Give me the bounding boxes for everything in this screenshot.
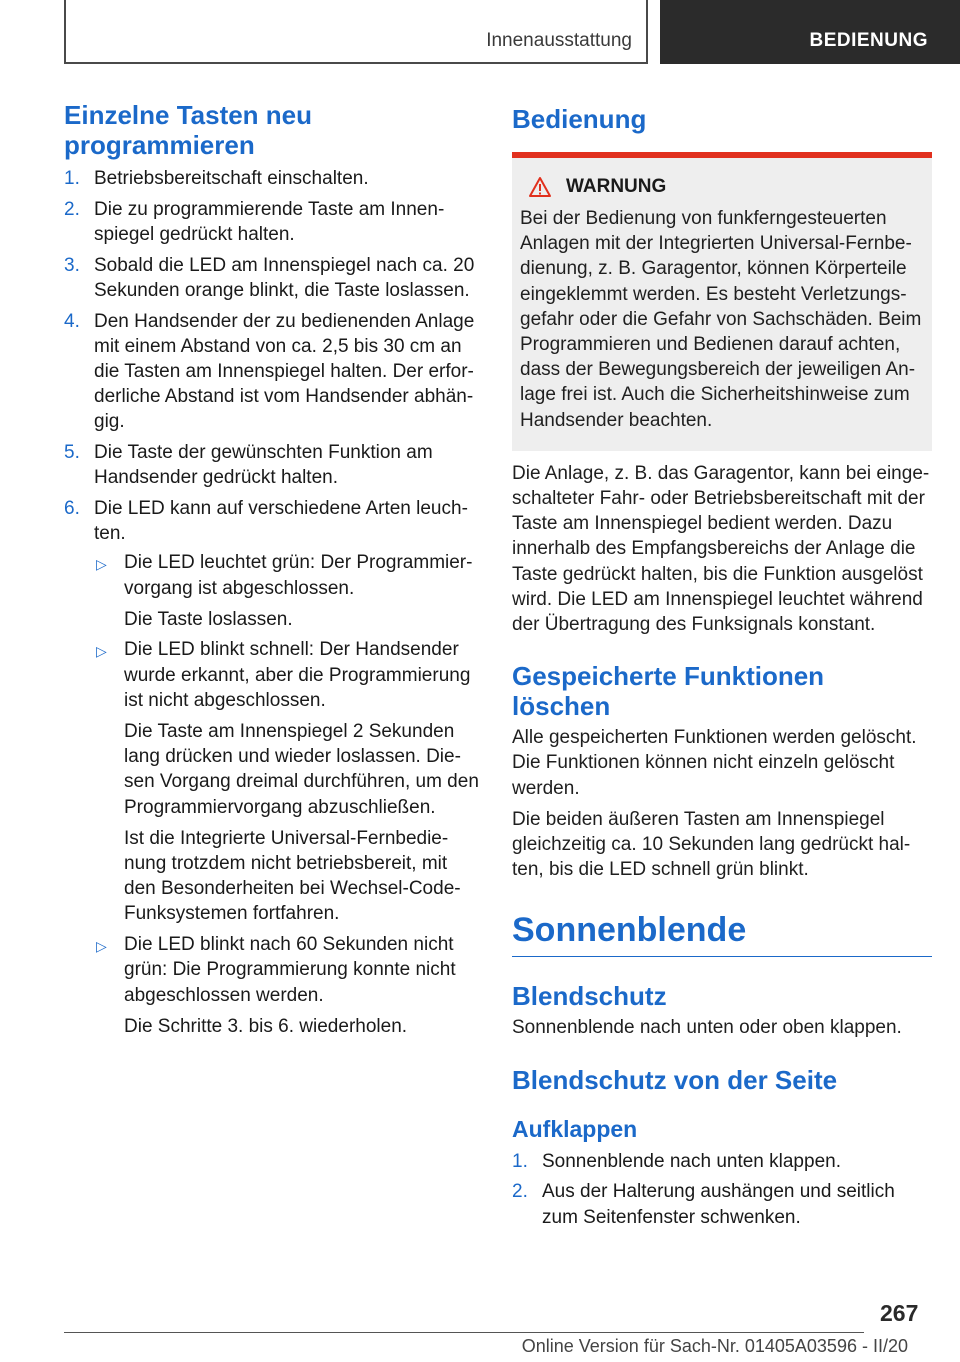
list-item: 4. Den Handsender der zu bedienenden Anlage mit einem Abstand von ca. 2,5 bis 30 cm an die Tasten am Innenspiegel halten. Der erforderliche Abstand ist vom Handsender abhängig.	[64, 310, 475, 433]
triangle-bullet-icon: ▷	[96, 643, 107, 660]
warning-label: WARNUNG	[566, 176, 667, 197]
header-chapter-title: BEDIENUNG	[809, 30, 928, 51]
section-title-side: Blendschutz von der Seite	[512, 1064, 838, 1095]
right-column	[512, 100, 932, 1235]
chapter-title: Sonnenblende	[512, 911, 747, 950]
list-item: 3. Sobald die LED am Innenspiegel nach ca. 20 Sekunden orange blinkt, die Taste loslassen.	[64, 254, 475, 301]
warning-text: Bei der Bedienung von funkferngesteuerten Anlagen mit der Integrierten Universal-Fernbedienung, z. B. Garagentor, können Körperteile eingeklemmt werden. Es besteht Verletzungsgefahr oder die Gefahr von Sachschäden. Beim Programmieren und Bedienen darauf achten, dass der Bewegungsbereich der jeweiligen Anlage frei ist. Auch die Sicherheitshinweise zum Handsender beachten.	[520, 208, 922, 431]
left-column	[64, 100, 484, 1045]
page-number: 267	[880, 1300, 919, 1326]
list-item: 6. Die LED kann auf verschiedene Arten leuchten. ▷ Die LED leuchtet grün: Der Programmiervorgang ist abgeschlossen. Die Taste loslassen. ▷ Die LED blinkt schnell: Der Handsender wurde erkannt, aber die Programmierung ist nicht abgeschlossen. Die Taste am Innenspiegel 2 Sekunden lang drücken und wieder loslassen. Diesen Vorgang dreimal durchführen, um den Programmiervorgang abzuschließen. Ist die Integrierte Universal-Fernbedienung trotzdem nicht betriebsbereit, mit den Besonderheiten bei Wechsel-Code-Funksystemen fortfahren. ▷ Die LED blinkt nach 60 Sekunden nicht grün: Die Programmierung konnte nicht abgeschlossen werden. Die Schritte 3. bis 6. wiederholen.	[64, 496, 484, 1039]
section-title-delete: Gespeicherte Funktionen löschen	[512, 661, 825, 722]
list-item: 2. Aus der Halterung aushängen und seitlich zum Seitenfenster schwenken.	[512, 1181, 895, 1228]
header-section-box	[64, 0, 648, 64]
bedienung-text: Die Anlage, z. B. das Garagentor, kann bei eingeschalteter Fahr- oder Betriebsbereitschaft mit der Taste am Innenspiegel bedient werden. Dazu innerhalb des Empfangsbereichs der Anlage die Taste gedrückt halten, bis die Funktion ausgelöst wird. Die LED am Innenspiegel leuchtet während der Übertragung des Funksignals konstant.	[512, 462, 930, 636]
section-title-reprogram: Einzelne Tasten neu programmieren	[64, 100, 313, 160]
triangle-bullet-icon: ▷	[96, 938, 107, 955]
bullet-item: ▷ Die LED blinkt nach 60 Sekunden nicht grün: Die Programmierung konnte nicht abgeschlossen werden. Die Schritte 3. bis 6. wiederholen.	[96, 934, 456, 1037]
reprogram-steps	[64, 166, 484, 1039]
led-states-list	[94, 550, 484, 1039]
aufklappen-steps	[512, 1149, 932, 1230]
list-item: 5. Die Taste der gewünschten Funktion am Handsender gedrückt halten.	[64, 442, 433, 489]
section-title-blendschutz: Blendschutz	[512, 981, 667, 1012]
footer-online-version: Online Version für Sach-Nr. 01405A03596 - II/20	[521, 1336, 908, 1356]
list-item: 1. Betriebsbereitschaft einschalten.	[64, 168, 369, 189]
warning-box	[512, 152, 932, 451]
delete-text-1: Alle gespeicherten Funktionen werden gelöscht. Die Funktionen können nicht einzeln gelöscht werden.	[512, 727, 917, 799]
header-chapter-box	[660, 0, 960, 64]
list-item: 2. Die zu programmierende Taste am Innenspiegel gedrückt halten.	[64, 198, 445, 245]
chapter-heading-sonnenblende	[512, 910, 932, 957]
delete-text-2: Die beiden äußeren Tasten am Innenspiegel gleichzeitig ca. 10 Sekunden lang gedrückt halten, bis die LED schnell grün blinkt.	[512, 808, 911, 881]
bullet-item: ▷ Die LED blinkt schnell: Der Handsender wurde erkannt, aber die Programmierung ist nicht abgeschlossen. Die Taste am Innenspiegel 2 Sekunden lang drücken und wieder loslassen. Diesen Vorgang dreimal durchführen, um den Programmiervorgang abzuschließen. Ist die Integrierte Universal-Fernbedienung trotzdem nicht betriebsbereit, mit den Besonderheiten bei Wechsel-Code-Funksystemen fortfahren.	[96, 639, 479, 925]
footer-divider	[64, 1332, 864, 1333]
section-title-bedienung: Bedienung	[512, 104, 647, 134]
bullet-item: ▷ Die LED leuchtet grün: Der Programmiervorgang ist abgeschlossen. Die Taste loslassen.	[96, 552, 473, 630]
blendschutz-text: Sonnenblende nach unten oder oben klappen.	[512, 1017, 902, 1039]
list-item: 1. Sonnenblende nach unten klappen.	[512, 1150, 841, 1172]
warning-triangle-icon	[528, 176, 552, 198]
subsection-title-aufklappen: Aufklappen	[512, 1115, 638, 1142]
triangle-bullet-icon: ▷	[96, 556, 107, 573]
header-section-title: Innenausstattung	[486, 30, 632, 51]
